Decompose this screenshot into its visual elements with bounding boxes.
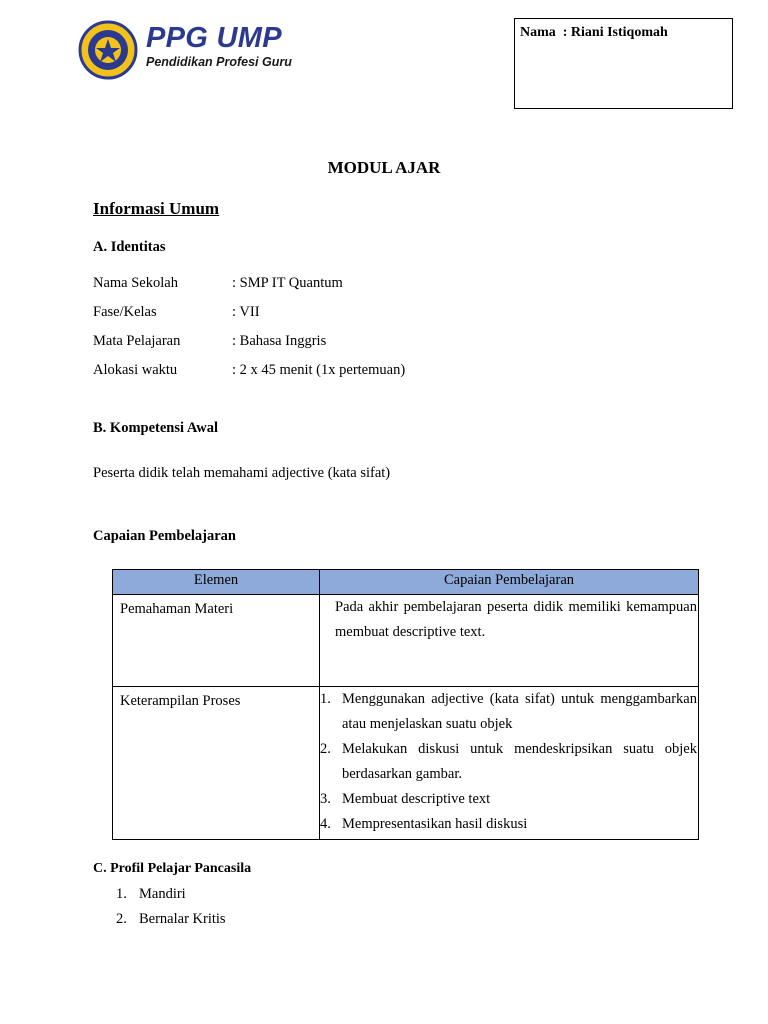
kompetensi-text: Peserta didik telah memahami adjective (kata sifat): [93, 465, 391, 481]
list-item-text: Membuat descriptive text: [342, 791, 491, 807]
profil-heading: C. Profil Pelajar Pancasila: [93, 861, 252, 876]
elemen-cell: Pemahaman Materi: [113, 595, 320, 687]
table-row: [113, 687, 699, 840]
list-item-text: Melakukan diskusi untuk mendeskripsikan suatu objek berdasarkan gambar.: [342, 741, 697, 782]
capaian-list-cell: [320, 687, 699, 840]
identitas-label: Fase/Kelas: [93, 304, 157, 320]
table-header-row: [113, 570, 699, 595]
list-number: 2.: [320, 741, 331, 757]
list-number: 4.: [320, 816, 331, 832]
list-item: [320, 687, 697, 737]
brand-title: PPG UMP: [146, 22, 282, 54]
section-heading-informasi-umum: Informasi Umum: [93, 199, 220, 218]
identitas-label: Mata Pelajaran: [93, 333, 181, 349]
list-number: 1.: [116, 886, 127, 902]
list-item: [320, 787, 697, 812]
list-number: 2.: [116, 911, 127, 927]
capaian-heading: Capaian Pembelajaran: [93, 528, 236, 544]
list-item-text: Menggunakan adjective (kata sifat) untuk menggambarkan atau menjelaskan suatu objek: [342, 691, 697, 732]
list-item-text: Mempresentasikan hasil diskusi: [342, 816, 528, 832]
list-item: [320, 812, 697, 837]
identitas-heading: A. Identitas: [93, 239, 166, 255]
identitas-value: : Bahasa Inggris: [232, 333, 327, 349]
list-item-text: Bernalar Kritis: [139, 911, 226, 927]
identitas-value: : VII: [232, 304, 260, 320]
elemen-cell: Keterampilan Proses: [113, 687, 320, 840]
document-title: MODUL AJAR: [327, 158, 441, 177]
capaian-cell: Pada akhir pembelajaran peserta didik memiliki kemampuan membuat descriptive text.: [320, 595, 699, 687]
brand-subtitle: Pendidikan Profesi Guru: [146, 55, 292, 69]
identitas-label: Nama Sekolah: [93, 275, 178, 291]
kompetensi-heading: B. Kompetensi Awal: [93, 420, 218, 436]
university-seal-icon: [76, 20, 140, 80]
student-name: Nama : Riani Istiqomah: [520, 25, 668, 40]
list-item-text: Mandiri: [139, 886, 186, 902]
list-item: [116, 911, 226, 928]
table-row: [113, 595, 699, 687]
identitas-value: : SMP IT Quantum: [232, 275, 343, 291]
capaian-list: [320, 687, 697, 837]
identitas-value: : 2 x 45 menit (1x pertemuan): [232, 362, 406, 378]
list-item: [116, 886, 186, 903]
capaian-table: [112, 569, 699, 840]
list-number: 3.: [320, 791, 331, 807]
list-number: 1.: [320, 691, 331, 707]
identitas-label: Alokasi waktu: [93, 362, 178, 378]
column-header-capaian: Capaian Pembelajaran: [320, 570, 699, 595]
column-header-elemen: Elemen: [113, 570, 320, 595]
list-item: [320, 737, 697, 787]
